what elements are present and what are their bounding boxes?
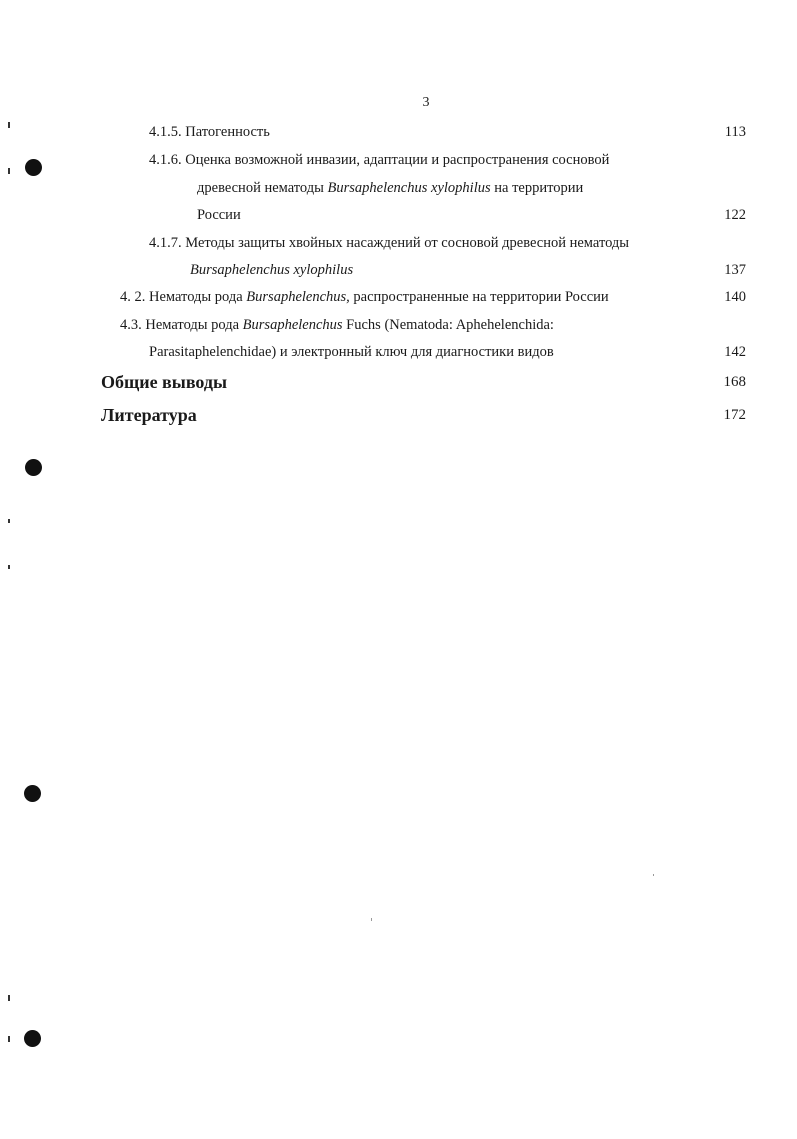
toc-entry-4-1-5: 4.1.5. Патогенность (149, 124, 270, 140)
scan-speck-icon (653, 874, 654, 876)
genus-name: Bursaphelenchus (242, 317, 343, 333)
toc-page-4-1-5: 113 (724, 124, 746, 140)
toc-entry-4-2: 4. 2. Нематоды рода Bursaphelenchus, распространенные на территории России (120, 289, 609, 305)
toc-page-4-2: 140 (724, 289, 746, 305)
scan-mark-icon (8, 519, 10, 523)
toc-entry-4-1-6-line2: древесной нематоды Bursaphelenchus xylophilus на территории (197, 180, 584, 196)
scan-mark-icon (8, 995, 10, 1001)
toc-entry-4-1-6-line3: России (197, 207, 241, 223)
toc-page-literature: 172 (723, 407, 746, 423)
toc-page-conclusions: 168 (723, 374, 746, 390)
species-name: Bursaphelenchus xylophilus (190, 262, 354, 278)
toc-entry-4-3-line2: Parasitaphelenchidae) и электронный ключ для диагностики видов (149, 344, 554, 360)
binder-hole-icon (25, 159, 42, 176)
binder-hole-icon (25, 459, 42, 476)
toc-page-4-1-6: 122 (724, 207, 746, 223)
toc-entry-4-3-line1: 4.3. Нематоды рода Bursaphelenchus Fuchs (Nematoda: Aphehelenchida: (120, 317, 554, 333)
toc-entry-4-1-7-line2 (190, 262, 353, 279)
species-name: Bursaphelenchus xylophilus (327, 180, 491, 196)
genus-name: Bursaphelenchus, (246, 289, 350, 305)
scan-speck-icon (371, 918, 372, 921)
scan-mark-icon (8, 168, 10, 174)
toc-page-4-3: 142 (724, 344, 746, 360)
page-number: 3 (422, 95, 430, 110)
toc-entry-conclusions: Общие выводы (101, 372, 228, 392)
toc-entry-4-1-6-line1: 4.1.6. Оценка возможной инвазии, адаптации и распространения сосновой (149, 152, 610, 168)
binder-hole-icon (24, 1030, 41, 1047)
toc-page-4-1-7: 137 (724, 262, 746, 278)
scan-mark-icon (8, 565, 10, 569)
binder-hole-icon (24, 785, 41, 802)
scan-mark-icon (8, 122, 10, 128)
toc-entry-4-1-7-line1: 4.1.7. Методы защиты хвойных насаждений от сосновой древесной нематоды (149, 235, 630, 251)
scan-mark-icon (8, 1036, 10, 1042)
toc-entry-literature: Литература (101, 405, 197, 425)
